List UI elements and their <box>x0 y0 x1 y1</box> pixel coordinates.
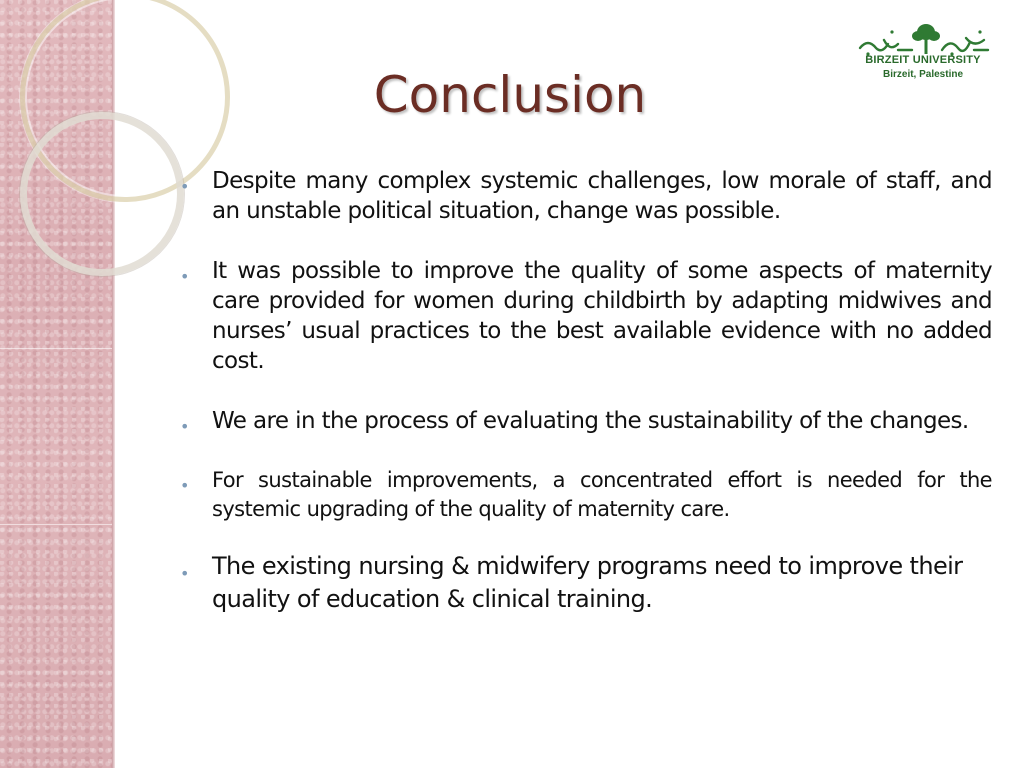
university-logo <box>848 14 998 86</box>
university-location: Birzeit, Palestine <box>882 69 964 80</box>
bullet-text: For sustainable improvements, a concentrated effort is needed for the systemic upgrading of the quality of maternity care. <box>212 468 992 521</box>
slide-title: Conclusion <box>373 66 647 124</box>
strip-divider <box>0 524 112 525</box>
bullet-text: We are in the process of evaluating the sustainability of the changes. <box>212 408 969 434</box>
bullet-marker: • <box>180 417 189 436</box>
bullet-text: The existing nursing & midwifery programs need to improve their quality of education & clinical training. <box>212 552 963 613</box>
bullet-item <box>180 550 992 616</box>
bullet-text: It was possible to improve the quality of some aspects of maternity care provided for women during childbirth by adapting midwives and nurses’ usual practices to the best available evidence with no added cost. <box>212 258 992 374</box>
decorative-side-strip <box>0 0 112 768</box>
bullet-marker: • <box>180 564 189 583</box>
bullet-item <box>180 256 992 376</box>
bullet-text: Despite many complex systemic challenges, low morale of staff, and an unstable political situation, change was possible. <box>212 168 992 224</box>
bullet-item <box>180 406 992 436</box>
bullet-item <box>180 166 992 226</box>
bullet-list <box>180 166 992 616</box>
bullet-item <box>180 466 992 524</box>
bullet-marker: • <box>180 476 189 495</box>
side-strip-edge <box>112 0 115 768</box>
bullet-marker: • <box>180 177 189 196</box>
strip-divider <box>0 348 112 349</box>
bullet-marker: • <box>180 267 189 286</box>
university-name: BIRZEIT UNIVERSITY <box>865 54 981 66</box>
